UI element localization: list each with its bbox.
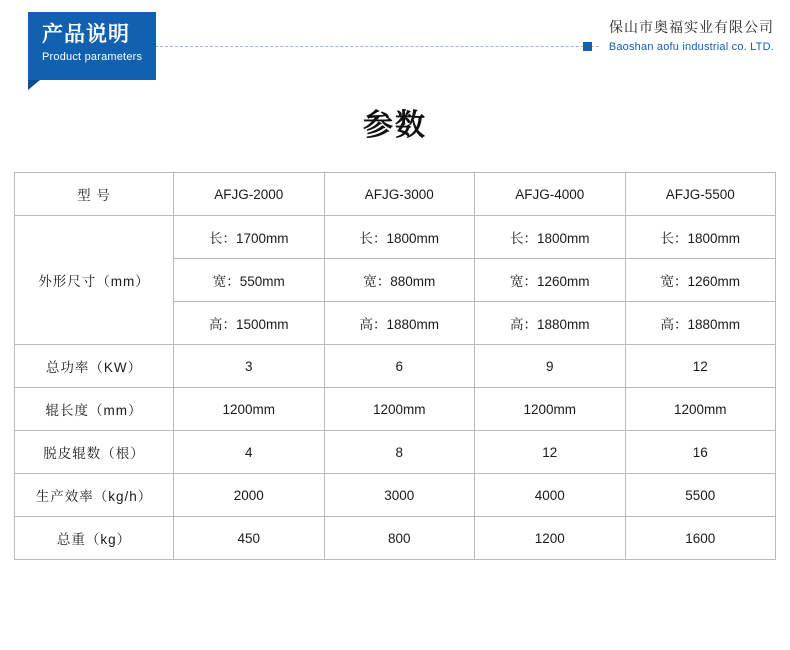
roller-count-3000: 8	[324, 431, 475, 474]
dimension-length-2000: 长：1700mm	[174, 216, 325, 259]
roller-count-4000: 12	[475, 431, 626, 474]
production-efficiency-4000: 4000	[475, 474, 626, 517]
table-header-model: 型 号	[15, 173, 174, 216]
company-name-cn: 保山市奥福实业有限公司	[609, 19, 774, 35]
dimension-height-3000: 高：1880mm	[324, 302, 475, 345]
table-row	[15, 173, 776, 216]
roller-length-5500: 1200mm	[625, 388, 776, 431]
table-row	[15, 345, 776, 388]
table-header-afjg-2000: AFJG-2000	[174, 173, 325, 216]
dimension-height-5500: 高：1880mm	[625, 302, 776, 345]
table-header-afjg-4000: AFJG-4000	[475, 173, 626, 216]
production-efficiency-2000: 2000	[174, 474, 325, 517]
dimension-height-2000: 高：1500mm	[174, 302, 325, 345]
dimension-width-3000: 宽：880mm	[324, 259, 475, 302]
badge-title-en: Product parameters	[42, 51, 143, 63]
row-label-total-power: 总功率（KW）	[15, 345, 174, 388]
parameters-table	[14, 172, 776, 560]
roller-length-4000: 1200mm	[475, 388, 626, 431]
dimension-width-2000: 宽：550mm	[174, 259, 325, 302]
page-title: 参数	[363, 109, 427, 142]
table-row	[15, 388, 776, 431]
production-efficiency-5500: 5500	[625, 474, 776, 517]
row-label-roller-count: 脱皮辊数（根）	[15, 431, 174, 474]
total-weight-3000: 800	[324, 517, 475, 560]
table-header-afjg-3000: AFJG-3000	[324, 173, 475, 216]
product-description-badge	[28, 12, 156, 80]
roller-length-2000: 1200mm	[174, 388, 325, 431]
total-weight-5500: 1600	[625, 517, 776, 560]
company-name-en: Baoshan aofu industrial co. LTD.	[608, 41, 774, 53]
table-row	[15, 216, 776, 259]
table-row	[15, 517, 776, 560]
dimension-length-3000: 长：1800mm	[324, 216, 475, 259]
dimension-width-5500: 宽：1260mm	[625, 259, 776, 302]
roller-count-2000: 4	[174, 431, 325, 474]
parameters-table-wrap	[14, 172, 776, 560]
dimension-height-4000: 高：1880mm	[475, 302, 626, 345]
dimension-width-4000: 宽：1260mm	[475, 259, 626, 302]
total-power-5500: 12	[625, 345, 776, 388]
total-power-2000: 3	[174, 345, 325, 388]
table-row	[15, 431, 776, 474]
badge-title-cn: 产品说明	[42, 23, 130, 46]
total-weight-2000: 450	[174, 517, 325, 560]
dimension-length-5500: 长：1800mm	[625, 216, 776, 259]
table-row	[15, 474, 776, 517]
total-weight-4000: 1200	[475, 517, 626, 560]
badge-corner-fold	[28, 80, 40, 90]
roller-count-5500: 16	[625, 431, 776, 474]
row-label-production-efficiency: 生产效率（kg/h）	[15, 474, 174, 517]
square-mark-icon	[583, 42, 592, 51]
roller-length-3000: 1200mm	[324, 388, 475, 431]
total-power-3000: 6	[324, 345, 475, 388]
row-label-total-weight: 总重（kg）	[15, 517, 174, 560]
page-header	[0, 0, 790, 92]
total-power-4000: 9	[475, 345, 626, 388]
production-efficiency-3000: 3000	[324, 474, 475, 517]
dimension-length-4000: 长：1800mm	[475, 216, 626, 259]
table-header-afjg-5500: AFJG-5500	[625, 173, 776, 216]
row-label-dimensions: 外形尺寸（mm）	[15, 216, 174, 345]
company-info	[599, 16, 774, 56]
row-label-roller-length: 辊长度（mm）	[15, 388, 174, 431]
